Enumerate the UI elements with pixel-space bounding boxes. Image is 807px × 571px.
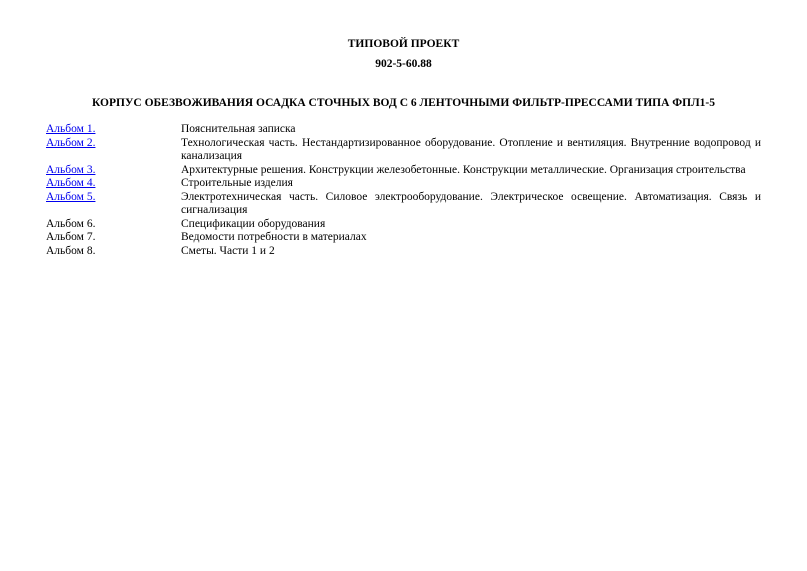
album-7-description: Ведомости потребности в материалах — [181, 231, 367, 243]
album-row — [46, 137, 761, 164]
album-row — [46, 218, 761, 232]
document-subtitle: КОРПУС ОБЕЗВОЖИВАНИЯ ОСАДКА СТОЧНЫХ ВОД С 6 ЛЕНТОЧНЫМИ ФИЛЬТР-ПРЕССАМИ ТИПА ФПЛ1-5 — [92, 97, 715, 109]
album-2-link[interactable]: Альбом 2. — [46, 136, 96, 149]
album-2-description: Технологическая часть. Нестандартизированное оборудование. Отопление и вентиляция. Внутренние водопровод и канализация — [181, 136, 761, 162]
project-code: 902-5-60.88 — [375, 58, 432, 70]
album-6-label: Альбом 6. — [46, 217, 96, 230]
album-1-description: Пояснительная записка — [181, 123, 296, 135]
album-8-description: Сметы. Части 1 и 2 — [181, 244, 275, 257]
album-3-description: Архитектурные решения. Конструкции железобетонные. Конструкции металлические. Организация строительства — [181, 163, 746, 176]
album-7-label: Альбом 7. — [46, 231, 96, 243]
album-row — [46, 123, 761, 137]
album-5-link[interactable]: Альбом 5. — [46, 190, 96, 203]
document-title: ТИПОВОЙ ПРОЕКТ — [347, 38, 460, 50]
album-row — [46, 177, 761, 191]
album-list — [46, 123, 761, 258]
album-row — [46, 191, 761, 218]
album-4-description: Строительные изделия — [181, 177, 293, 189]
album-row — [46, 231, 761, 245]
album-5-description: Электротехническая часть. Силовое электрооборудование. Электрическое освещение. Автоматизация. Связь и сигнализация — [181, 190, 761, 216]
album-1-link[interactable]: Альбом 1. — [46, 123, 96, 135]
album-row — [46, 245, 761, 259]
album-row — [46, 164, 761, 178]
album-3-link[interactable]: Альбом 3. — [46, 163, 96, 176]
album-4-link[interactable]: Альбом 4. — [46, 177, 96, 189]
album-8-label: Альбом 8. — [46, 244, 96, 257]
album-6-description: Спецификации оборудования — [181, 217, 326, 230]
